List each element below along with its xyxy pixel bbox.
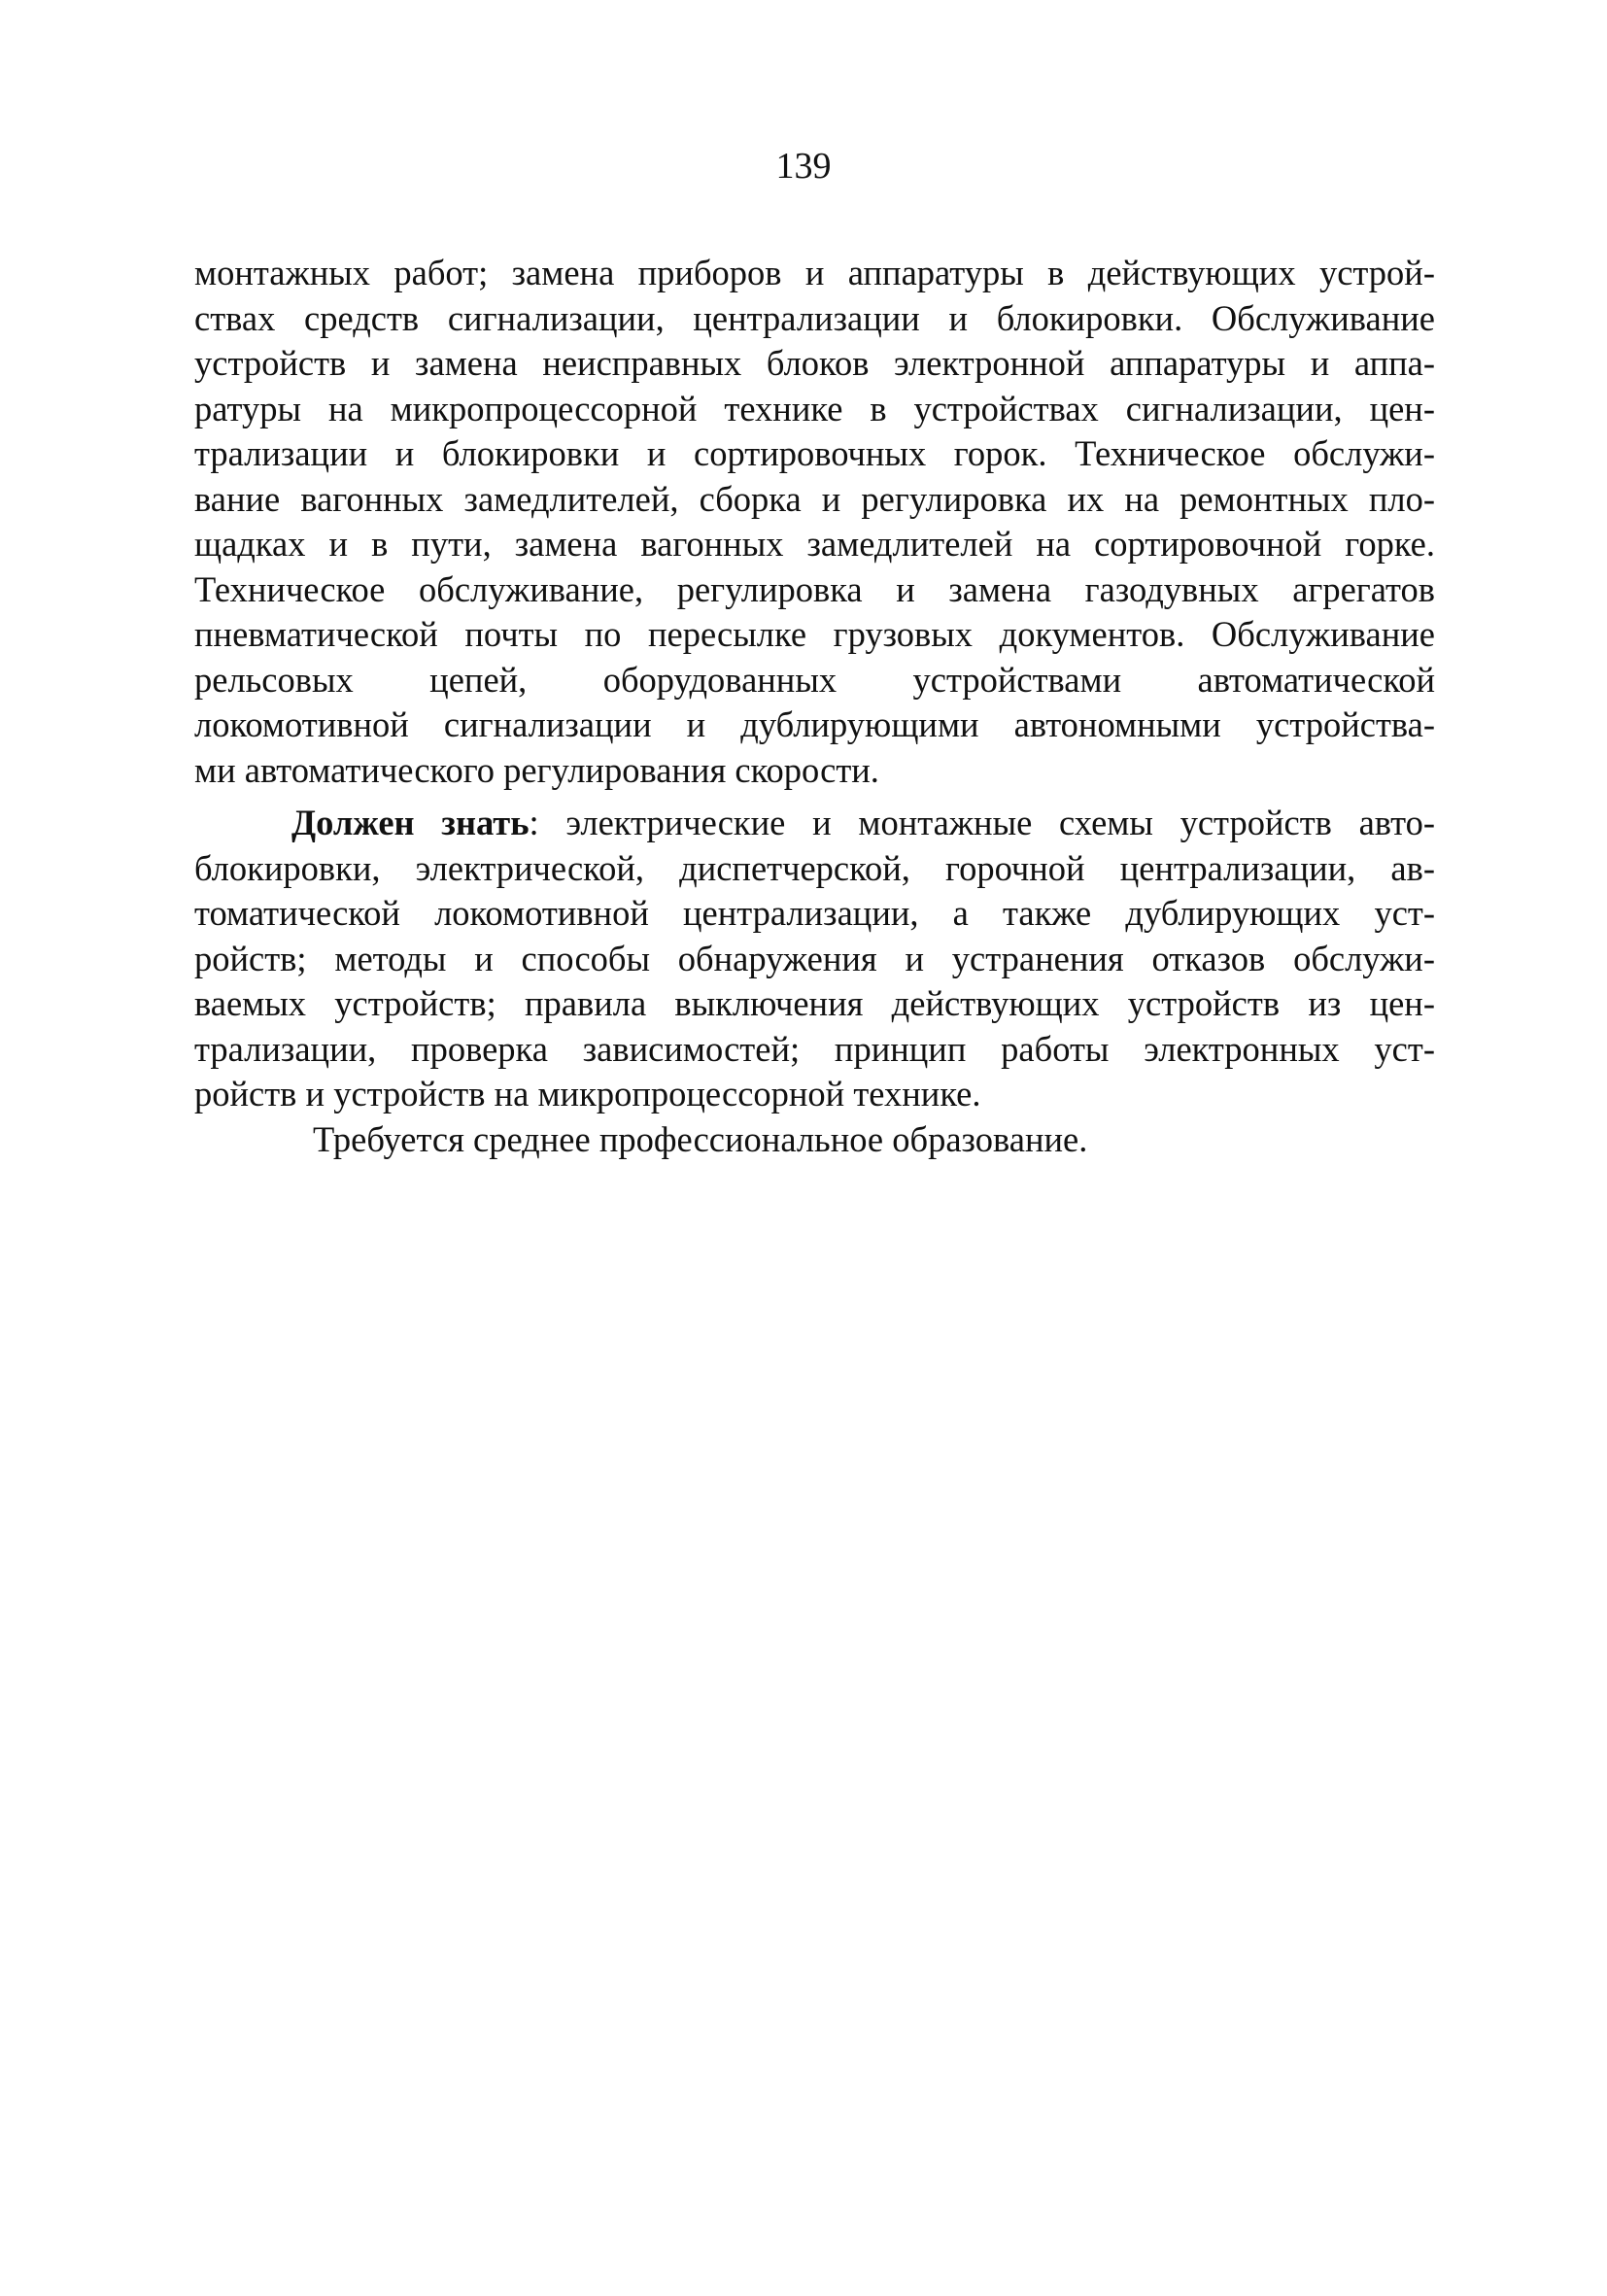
text-line: монтажных работ; замена приборов и аппаратуры в действующих устрой- [194, 253, 1435, 292]
text-line: трализации, проверка зависимостей; принцип работы электронных уст- [194, 1028, 1435, 1069]
paragraph-duties [194, 251, 1435, 793]
text-line: вание вагонных замедлителей, сборка и регулировка их на ремонтных пло- [194, 478, 1435, 519]
text-line: ройств; методы и способы обнаружения и устранения отказов обслужи- [194, 938, 1435, 978]
text-line: ствах средств сигнализации, централизации и блокировки. Обслуживание [194, 297, 1435, 338]
text-line: локомотивной сигнализации и дублирующими автономными устройства- [194, 704, 1435, 744]
text-line: ратуры на микропроцессорной технике в устройствах сигнализации, цен- [194, 388, 1435, 428]
paragraph-must-know [194, 801, 1435, 1117]
body-text [194, 251, 1435, 1162]
text-line [194, 801, 1435, 846]
text-line: блокировки, электрической, диспетчерской, горочной централизации, ав- [194, 847, 1435, 888]
text-line: томатической локомотивной централизации, а также дублирующих уст- [194, 893, 1435, 933]
text-line: Техническое обслуживание, регулировка и замена газодувных агрегатов [194, 568, 1435, 609]
text-line: щадках и в пути, замена вагонных замедлителей на сортировочной горке. [194, 524, 1435, 564]
education-requirement: Требуется среднее профессиональное образование. [313, 1118, 1088, 1159]
text-line: ми автоматического регулирования скорости. [194, 749, 879, 790]
text-line: устройств и замена неисправных блоков электронной аппаратуры и аппа- [194, 343, 1435, 383]
text-line: трализации и блокировки и сортировочных горок. Техническое обслужи- [194, 433, 1435, 473]
text-line: пневматической почты по пересылке грузовых документов. Обслуживание [194, 614, 1435, 654]
text-line: ройств и устройств на микропроцессорной технике. [194, 1074, 981, 1114]
must-know-label: Должен знать [291, 803, 530, 842]
text-line: рельсовых цепей, оборудованных устройствами автоматической [194, 659, 1435, 700]
paragraph-education [194, 1117, 1435, 1163]
must-know-first-line: : электрические и монтажные схемы устройств авто- [529, 803, 1435, 842]
text-line: ваемых устройств; правила выключения действующих устройств из цен- [194, 983, 1435, 1023]
page-number: 139 [775, 146, 832, 187]
